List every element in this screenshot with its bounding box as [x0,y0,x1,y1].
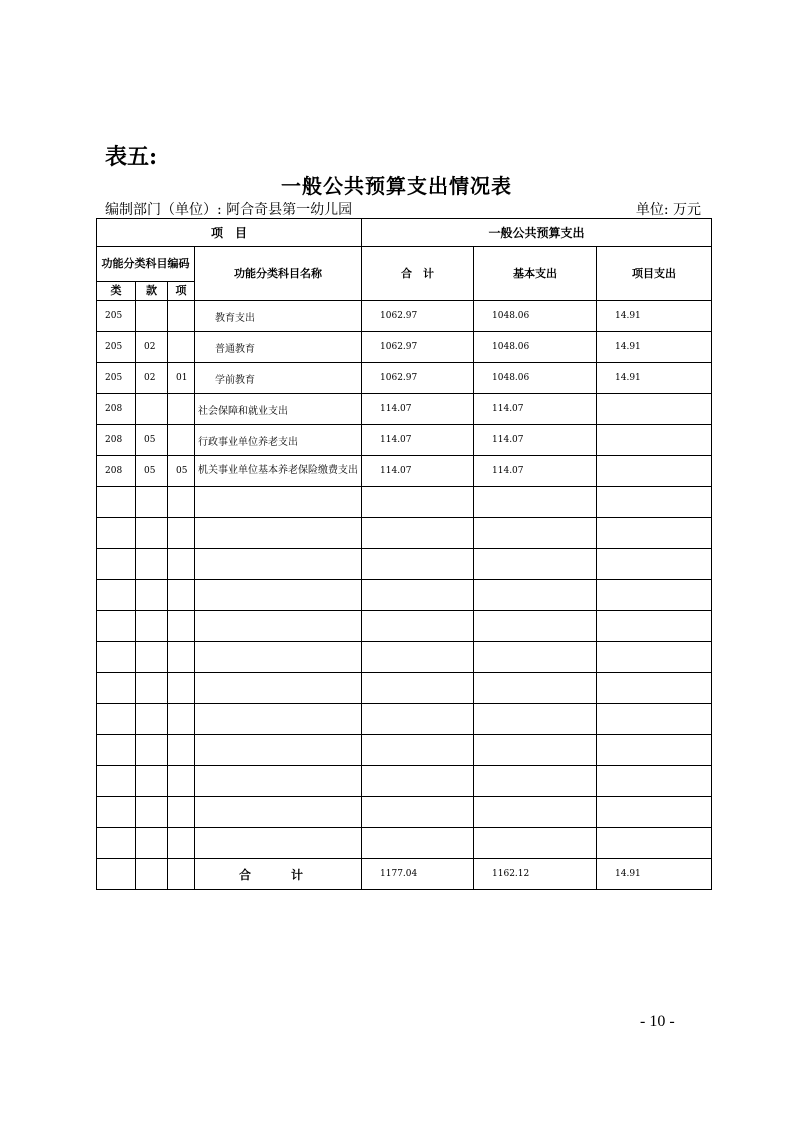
lei-cell: 205 [97,332,136,363]
empty-row [97,580,712,611]
empty-cell [168,642,195,673]
table-row [97,425,712,456]
empty-cell [362,797,474,828]
xiang-cell: 01 [168,363,195,394]
empty-cell [195,735,362,766]
empty-cell [136,797,168,828]
empty-cell [362,735,474,766]
empty-cell [597,518,712,549]
kuan-cell: 02 [136,363,168,394]
lei-cell: 205 [97,301,136,332]
empty-cell [362,549,474,580]
empty-cell [597,766,712,797]
grand-total-cell: 1177.04 [362,859,474,890]
table-row [97,456,712,487]
basic-cell: 114.07 [474,425,597,456]
empty-cell [97,828,136,859]
empty-cell [97,611,136,642]
grand-basic-cell: 1162.12 [474,859,597,890]
empty-cell [195,549,362,580]
empty-cell [168,611,195,642]
empty-cell [195,704,362,735]
empty-cell [474,580,597,611]
lei-cell: 208 [97,425,136,456]
xiang-header: 项 [168,282,195,301]
empty-cell [474,673,597,704]
department-label: 编制部门（单位）: 阿合奇县第一幼儿园 [105,202,353,218]
basic-cell: 114.07 [474,456,597,487]
kuan-cell [136,394,168,425]
xiang-cell: 05 [168,456,195,487]
empty-row [97,518,712,549]
empty-cell [168,859,195,890]
empty-cell [136,766,168,797]
name-cell: 机关事业单位基本养老保险缴费支出 [195,456,362,487]
empty-cell [195,673,362,704]
xiang-cell [168,301,195,332]
basic-cell: 1048.06 [474,301,597,332]
empty-row [97,735,712,766]
empty-cell [136,859,168,890]
empty-row [97,611,712,642]
empty-cell [168,673,195,704]
name-cell: 学前教育 [195,363,362,394]
basic-header: 基本支出 [474,247,597,301]
empty-row [97,766,712,797]
empty-cell [474,611,597,642]
empty-cell [597,611,712,642]
empty-cell [474,735,597,766]
empty-cell [195,487,362,518]
empty-cell [362,518,474,549]
empty-cell [597,797,712,828]
empty-cell [97,487,136,518]
empty-row [97,828,712,859]
empty-cell [168,518,195,549]
empty-cell [97,859,136,890]
empty-cell [97,642,136,673]
empty-cell [136,580,168,611]
empty-cell [168,549,195,580]
table-row [97,363,712,394]
name-cell: 教育支出 [195,301,362,332]
empty-cell [195,766,362,797]
total-cell: 1062.97 [362,332,474,363]
item-cell [597,456,712,487]
total-cell: 1062.97 [362,301,474,332]
empty-cell [97,766,136,797]
table-row [97,394,712,425]
budget-table [96,218,712,890]
item-cell [597,394,712,425]
lei-cell: 208 [97,456,136,487]
empty-cell [597,735,712,766]
header-row-2 [97,247,712,282]
empty-cell [136,704,168,735]
kuan-header: 款 [136,282,168,301]
kuan-cell: 02 [136,332,168,363]
empty-row [97,673,712,704]
code-group-header: 功能分类科目编码 [97,247,195,282]
empty-cell [362,611,474,642]
empty-cell [474,487,597,518]
empty-cell [474,797,597,828]
total-cell: 114.07 [362,425,474,456]
empty-cell [136,611,168,642]
empty-cell [474,828,597,859]
empty-cell [362,642,474,673]
empty-cell [474,642,597,673]
empty-cell [136,487,168,518]
table-label: 表五: [105,144,158,170]
empty-cell [362,766,474,797]
empty-row [97,797,712,828]
empty-row [97,487,712,518]
total-cell: 114.07 [362,456,474,487]
empty-cell [195,580,362,611]
empty-cell [597,704,712,735]
header-row-1 [97,219,712,247]
table-row [97,301,712,332]
empty-cell [195,828,362,859]
empty-cell [195,611,362,642]
page-number: - 10 - [640,1013,675,1030]
item-cell: 14.91 [597,363,712,394]
empty-cell [195,518,362,549]
empty-cell [136,673,168,704]
total-cell: 1062.97 [362,363,474,394]
total-label: 合 计 [195,859,362,890]
empty-cell [168,735,195,766]
empty-cell [597,580,712,611]
total-row [97,859,712,890]
total-cell: 114.07 [362,394,474,425]
basic-cell: 1048.06 [474,363,597,394]
document-title: 一般公共预算支出情况表 [281,174,512,198]
empty-cell [597,487,712,518]
item-header: 项目支出 [597,247,712,301]
empty-cell [97,735,136,766]
empty-cell [597,642,712,673]
lei-cell: 205 [97,363,136,394]
project-header: 项 目 [97,219,362,247]
item-cell: 14.91 [597,332,712,363]
empty-cell [136,642,168,673]
budget-group-header: 一般公共预算支出 [362,219,712,247]
empty-cell [362,704,474,735]
name-cell: 行政事业单位养老支出 [195,425,362,456]
empty-cell [136,735,168,766]
empty-cell [597,828,712,859]
empty-cell [474,766,597,797]
empty-cell [597,673,712,704]
empty-cell [474,518,597,549]
empty-cell [168,828,195,859]
table-row [97,332,712,363]
kuan-cell [136,301,168,332]
empty-cell [97,704,136,735]
xiang-cell [168,394,195,425]
item-cell [597,425,712,456]
empty-row [97,704,712,735]
empty-cell [362,580,474,611]
empty-cell [168,766,195,797]
empty-cell [195,797,362,828]
empty-cell [168,797,195,828]
empty-cell [168,704,195,735]
empty-row [97,549,712,580]
empty-cell [195,642,362,673]
lei-cell: 208 [97,394,136,425]
empty-row [97,642,712,673]
item-cell: 14.91 [597,301,712,332]
total-header: 合 计 [362,247,474,301]
empty-cell [97,673,136,704]
empty-cell [362,828,474,859]
kuan-cell: 05 [136,425,168,456]
basic-cell: 1048.06 [474,332,597,363]
empty-cell [97,549,136,580]
name-cell: 普通教育 [195,332,362,363]
kuan-cell: 05 [136,456,168,487]
basic-cell: 114.07 [474,394,597,425]
empty-cell [362,487,474,518]
empty-cell [168,580,195,611]
empty-cell [362,673,474,704]
xiang-cell [168,425,195,456]
unit-label: 单位: 万元 [635,202,701,218]
empty-cell [97,797,136,828]
empty-cell [597,549,712,580]
empty-cell [136,549,168,580]
empty-cell [136,518,168,549]
empty-cell [97,518,136,549]
empty-cell [97,580,136,611]
empty-cell [136,828,168,859]
empty-cell [474,704,597,735]
name-header: 功能分类科目名称 [195,247,362,301]
grand-item-cell: 14.91 [597,859,712,890]
empty-cell [474,549,597,580]
name-cell: 社会保障和就业支出 [195,394,362,425]
empty-cell [168,487,195,518]
lei-header: 类 [97,282,136,301]
xiang-cell [168,332,195,363]
